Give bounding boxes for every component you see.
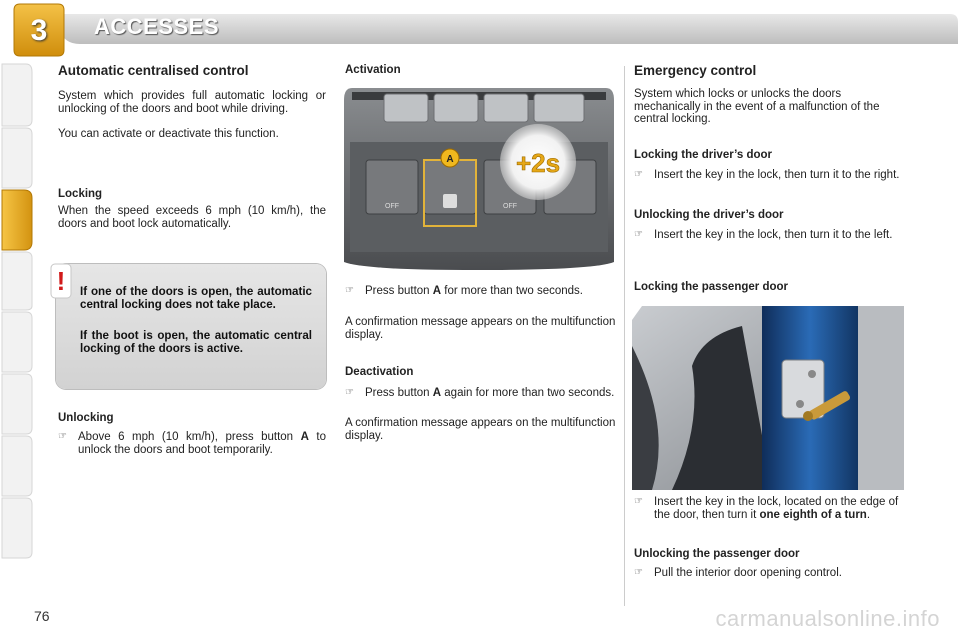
button-a-label: A xyxy=(446,154,454,165)
section-title-emergency: Emergency control xyxy=(634,63,757,78)
section-title-automatic: Automatic centralised control xyxy=(58,63,249,78)
deactivation-confirmation: A confirmation message appears on the multifunction display. xyxy=(345,417,616,442)
pointing-hand-icon: ☞ xyxy=(345,285,354,296)
warning-text-1: If one of the doors is open, the automatic central locking does not take place. xyxy=(80,285,312,311)
pointing-hand-icon: ☞ xyxy=(634,496,643,507)
subheading-unlock-driver: Unlocking the driver’s door xyxy=(634,209,784,221)
subheading-lock-passenger: Locking the passenger door xyxy=(634,281,788,293)
subheading-unlocking: Unlocking xyxy=(58,412,114,424)
pointing-hand-icon: ☞ xyxy=(634,169,643,180)
unlock-driver-instruction: ☞ Insert the key in the lock, then turn it to the left. xyxy=(634,229,893,241)
deactivation-instruction: ☞ Press button A again for more than two seconds. xyxy=(345,387,615,399)
locking-paragraph: When the speed exceeds 6 mph (10 km/h), the doors and boot lock automatically. xyxy=(58,205,326,230)
pointing-hand-icon: ☞ xyxy=(634,229,643,240)
activation-instruction: ☞ Press button A for more than two seconds. xyxy=(345,285,583,297)
warning-symbol: ! xyxy=(56,266,66,296)
warning-box xyxy=(56,264,326,389)
warning-text-2: If the boot is open, the automatic central locking of the doors is active. xyxy=(80,329,312,355)
off-label-left: OFF xyxy=(385,203,399,210)
emergency-intro: System which locks or unlocks the doors mechanically in the event of a malfunction of the central locking. xyxy=(634,88,880,125)
subheading-locking: Locking xyxy=(58,188,103,200)
pointing-hand-icon: ☞ xyxy=(634,567,643,578)
pointing-hand-icon: ☞ xyxy=(58,431,67,442)
chapter-side-tabs xyxy=(0,62,34,582)
dashboard-button-photo xyxy=(344,86,614,272)
subheading-lock-driver: Locking the driver’s door xyxy=(634,149,773,161)
intro-paragraph: System which provides full automatic locking or unlocking of the doors and boot while driving. xyxy=(58,90,326,115)
subheading-unlock-passenger: Unlocking the passenger door xyxy=(634,548,800,560)
intro-paragraph-2: You can activate or deactivate this function. xyxy=(58,128,279,140)
column-divider xyxy=(624,66,625,606)
subheading-activation: Activation xyxy=(345,64,401,76)
lock-driver-instruction: ☞ Insert the key in the lock, then turn it to the right. xyxy=(634,169,900,181)
unlocking-instruction: ☞ Above 6 mph (10 km/h), press button A to unlock the doors and boot temporarily. xyxy=(58,431,326,456)
hold-duration-label: +2s xyxy=(515,148,561,178)
door-lock-photo xyxy=(632,306,904,490)
chapter-title: ACCESSES xyxy=(94,14,220,39)
off-label-right: OFF xyxy=(503,203,517,210)
unlock-passenger-instruction: ☞ Pull the interior door opening control. xyxy=(634,567,842,579)
page-number: 76 xyxy=(34,608,50,624)
activation-confirmation: A confirmation message appears on the multifunction display. xyxy=(345,316,616,341)
warning-icon xyxy=(48,262,74,300)
lock-passenger-instruction: ☞ Insert the key in the lock, located on the edge of the door, then turn it one eighth of a turn. xyxy=(634,496,899,521)
chapter-number: 3 xyxy=(30,14,48,47)
watermark-text: carmanualsonline.info xyxy=(715,606,940,631)
pointing-hand-icon: ☞ xyxy=(345,387,354,398)
subheading-deactivation: Deactivation xyxy=(345,366,414,378)
